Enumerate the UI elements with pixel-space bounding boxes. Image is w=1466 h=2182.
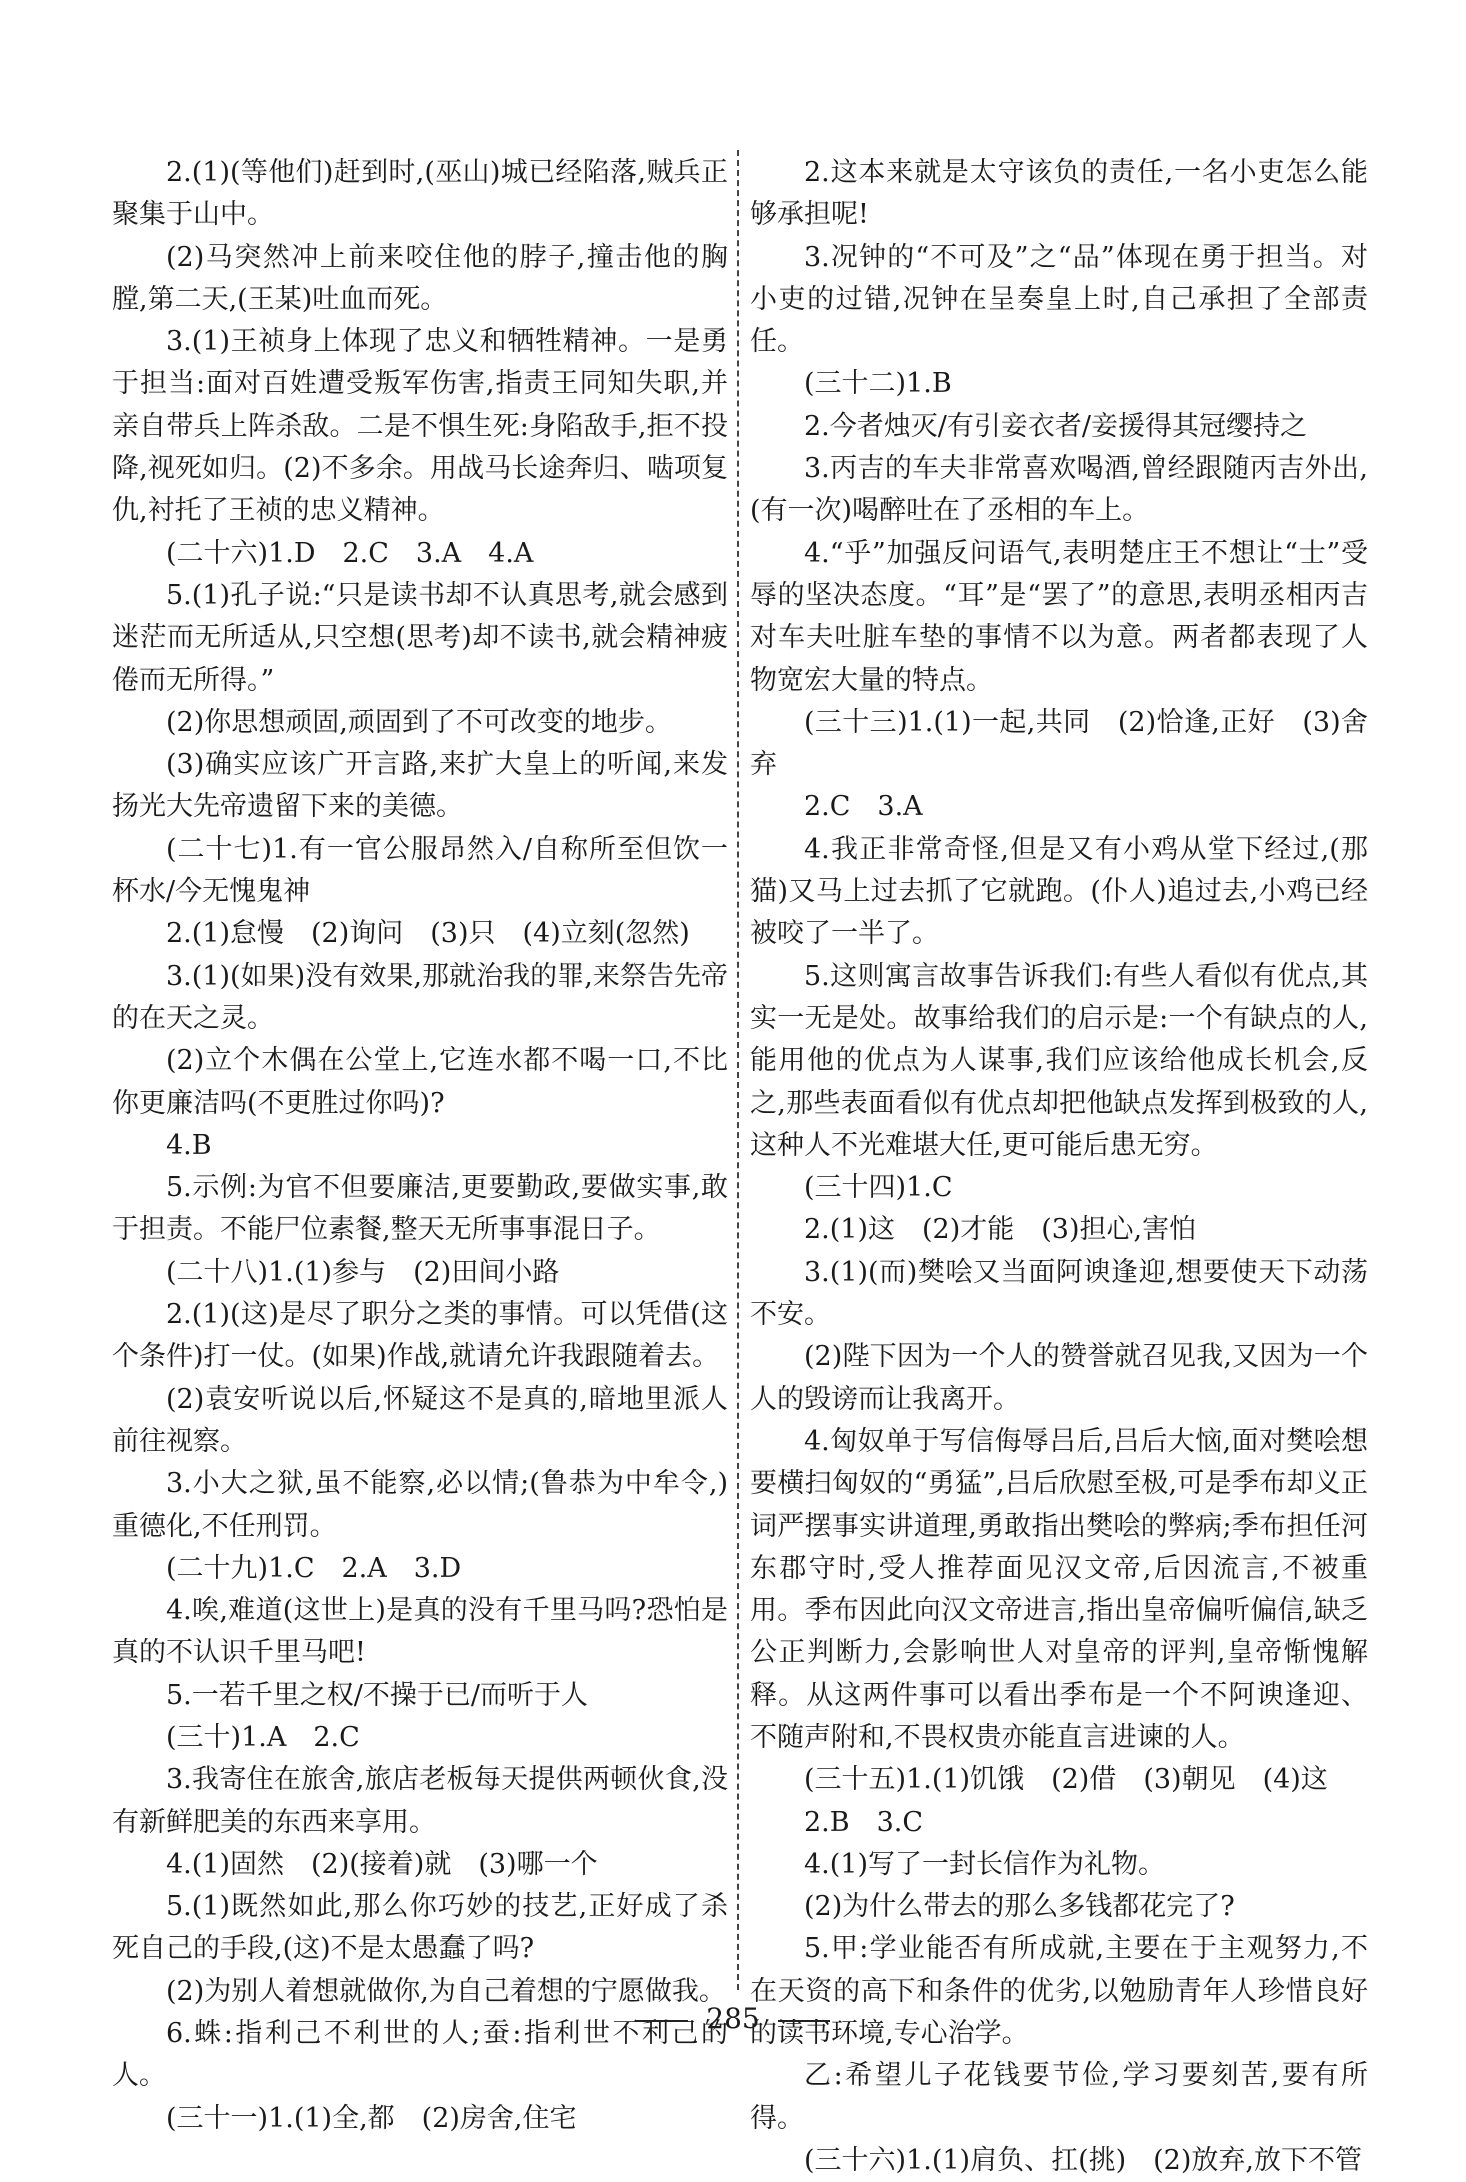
answer-paragraph: (二十九)1.C 2.A 3.D — [166, 1552, 462, 1584]
answer-paragraph: (三十三)1.(1)一起,共同 (2)恰逢,正好 (3)舍弃 — [750, 706, 1368, 781]
answer-paragraph: 2.这本来就是太守该负的责任,一名小吏怎么能够承担呢! — [750, 157, 1368, 231]
answer-paragraph: (2)你思想顽固,顽固到了不可改变的地步。 — [166, 706, 672, 738]
answer-paragraph: 5.一若千里之权/不操于已/而听于人 — [166, 1679, 588, 1711]
answer-paragraph: 5.(1)既然如此,那么你巧妙的技艺,正好成了杀死自己的手段,(这)不是太愚蠢了吗? — [112, 1891, 728, 1965]
answer-paragraph: 4.唉,难道(这世上)是真的没有千里马吗?恐怕是真的不认识千里马吧! — [112, 1595, 728, 1669]
left-column — [112, 152, 728, 2140]
answer-paragraph: (三十)1.A 2.C — [166, 1721, 360, 1753]
answer-paragraph: 2.B 3.C — [804, 1806, 924, 1838]
answer-paragraph: 2.(1)这 (2)才能 (3)担心,害怕 — [804, 1214, 1197, 1246]
answer-paragraph: (2)立个木偶在公堂上,它连水都不喝一口,不比你更廉洁吗(不更胜过你吗)? — [112, 1045, 728, 1119]
answer-paragraph: 5.甲:学业能否有所成就,主要在于主观努力,不在天资的高下和条件的优劣,以勉励青年人珍惜良好的读书环境,专心治学。 — [750, 1933, 1368, 2050]
page-footer — [0, 2002, 1466, 2035]
answer-paragraph: 3.丙吉的车夫非常喜欢喝酒,曾经跟随丙吉外出,(有一次)喝醉吐在了丞相的车上。 — [750, 453, 1368, 527]
footer-rule-right — [778, 2020, 830, 2022]
answer-paragraph: 4.匈奴单于写信侮辱吕后,吕后大恼,面对樊哙想要横扫匈奴的“勇猛”,吕后欣慰至极,可是季布却义正词严摆事实讲道理,勇敢指出樊哙的弊病;季布担任河东郡守时,受人推荐面见汉文帝,后因流言,不被重用。季布因此向汉文帝进言,指出皇帝偏听偏信,缺乏公正判断力,会影响世人对皇帝的评判,皇帝惭愧解释。从这两件事可以看出季布是一个不阿谀逢迎、不随声附和,不畏权贵亦能直言进谏的人。 — [750, 1425, 1368, 1753]
answer-paragraph: 3.我寄住在旅舍,旅店老板每天提供两顿伙食,没有新鲜肥美的东西来享用。 — [112, 1764, 728, 1838]
answer-paragraph: 2.(1)怠慢 (2)询问 (3)只 (4)立刻(忽然) — [166, 918, 690, 950]
column-divider — [737, 150, 739, 1990]
answer-paragraph: (三十五)1.(1)饥饿 (2)借 (3)朝见 (4)这 — [804, 1764, 1328, 1796]
answer-paragraph: 4.(1)写了一封长信作为礼物。 — [804, 1848, 1166, 1880]
answer-paragraph: 3.小大之狱,虽不能察,必以情;(鲁恭为中牟令,)重德化,不任刑罚。 — [112, 1468, 728, 1542]
answer-paragraph: (三十四)1.C — [804, 1172, 953, 1204]
answer-paragraph: 3.(1)(如果)没有效果,那就治我的罪,来祭告先帝的在天之灵。 — [112, 960, 728, 1034]
answer-paragraph: 5.示例:为官不但要廉洁,更要勤政,要做实事,敢于担责。不能尸位素餐,整天无所事事混日子。 — [112, 1172, 728, 1246]
answer-paragraph: (三十二)1.B — [804, 368, 952, 400]
answer-paragraph: 4.(1)固然 (2)(接着)就 (3)哪一个 — [166, 1848, 598, 1880]
answer-paragraph: (二十六)1.D 2.C 3.A 4.A — [166, 537, 534, 569]
answer-paragraph: (二十八)1.(1)参与 (2)田间小路 — [166, 1256, 560, 1288]
answer-paragraph: 3.(1)王祯身上体现了忠义和牺牲精神。一是勇于担当:面对百姓遭受叛军伤害,指责王同知失职,并亲自带兵上阵杀敌。二是不惧生死:身陷敌手,拒不投降,视死如归。(2)不多余。用战马长途奔归、啮项复仇,衬托了王祯的忠义精神。 — [112, 326, 728, 527]
footer-rule-left — [636, 2020, 688, 2022]
right-column — [750, 152, 1368, 2182]
answer-paragraph: 5.这则寓言故事告诉我们:有些人看似有优点,其实一无是处。故事给我们的启示是:一个有缺点的人,能用他的优点为人谋事,我们应该给他成长机会,反之,那些表面看似有优点却把他缺点发挥到极致的人,这种人不光难堪大任,更可能后患无穷。 — [750, 960, 1368, 1161]
answer-paragraph: (3)确实应该广开言路,来扩大皇上的听闻,来发扬光大先帝遗留下来的美德。 — [112, 749, 728, 823]
answer-paragraph: 4.“乎”加强反问语气,表明楚庄王不想让“士”受辱的坚决态度。“耳”是“罢了”的意思,表明丞相丙吉对车夫吐脏车垫的事情不以为意。两者都表现了人物宽宏大量的特点。 — [750, 537, 1368, 696]
answer-paragraph: (2)陛下因为一个人的赞誉就召见我,又因为一个人的毁谤而让我离开。 — [750, 1341, 1368, 1415]
answer-paragraph: 2.(1)(等他们)赶到时,(巫山)城已经陷落,贼兵正聚集于山中。 — [112, 157, 728, 231]
answer-paragraph: (2)袁安听说以后,怀疑这不是真的,暗地里派人前往视察。 — [112, 1383, 728, 1457]
answer-paragraph: (2)为什么带去的那么多钱都花完了? — [804, 1891, 1235, 1923]
answer-paragraph: (2)为别人着想就做你,为自己着想的宁愿做我。 — [166, 1975, 726, 2007]
answer-paragraph: 2.C 3.A — [804, 791, 923, 823]
answer-paragraph: (三十一)1.(1)全,都 (2)房舍,住宅 — [166, 2102, 577, 2134]
answer-paragraph: 3.(1)(而)樊哙又当面阿谀逢迎,想要使天下动荡不安。 — [750, 1256, 1368, 1331]
answer-paragraph: 3.况钟的“不可及”之“品”体现在勇于担当。对小吏的过错,况钟在呈奏皇上时,自己承担了全部责任。 — [750, 241, 1368, 358]
answer-paragraph: (二十七)1.有一官公服昂然入/自称所至但饮一杯水/今无愧鬼神 — [112, 833, 728, 908]
answer-paragraph: 4.B — [166, 1129, 212, 1161]
answer-paragraph: 2.(1)(这)是尽了职分之类的事情。可以凭借(这个条件)打一仗。(如果)作战,就请允许我跟随着去。 — [112, 1299, 728, 1373]
answer-paragraph: (三十六)1.(1)肩负、扛(挑) (2)放弃,放下不管 — [804, 2144, 1362, 2176]
answer-paragraph: (2)马突然冲上前来咬住他的脖子,撞击他的胸膛,第二天,(王某)吐血而死。 — [112, 241, 728, 315]
answer-paragraph: 2.今者烛灭/有引妾衣者/妾援得其冠缨持之 — [804, 410, 1307, 442]
answer-paragraph: 4.我正非常奇怪,但是又有小鸡从堂下经过,(那猫)又马上过去抓了它就跑。(仆人)追过去,小鸡已经被咬了一半了。 — [750, 833, 1368, 950]
page-number: 285 — [706, 2002, 760, 2035]
answer-paragraph: 5.(1)孔子说:“只是读书却不认真思考,就会感到迷茫而无所适从,只空想(思考)却不读书,就会精神疲倦而无所得。” — [112, 579, 728, 696]
answer-paragraph: 6.蛛:指利己不利世的人;蚕:指利世不利己的人。 — [112, 2018, 728, 2092]
answer-paragraph: 乙:希望儿子花钱要节俭,学习要刻苦,要有所得。 — [750, 2060, 1368, 2134]
